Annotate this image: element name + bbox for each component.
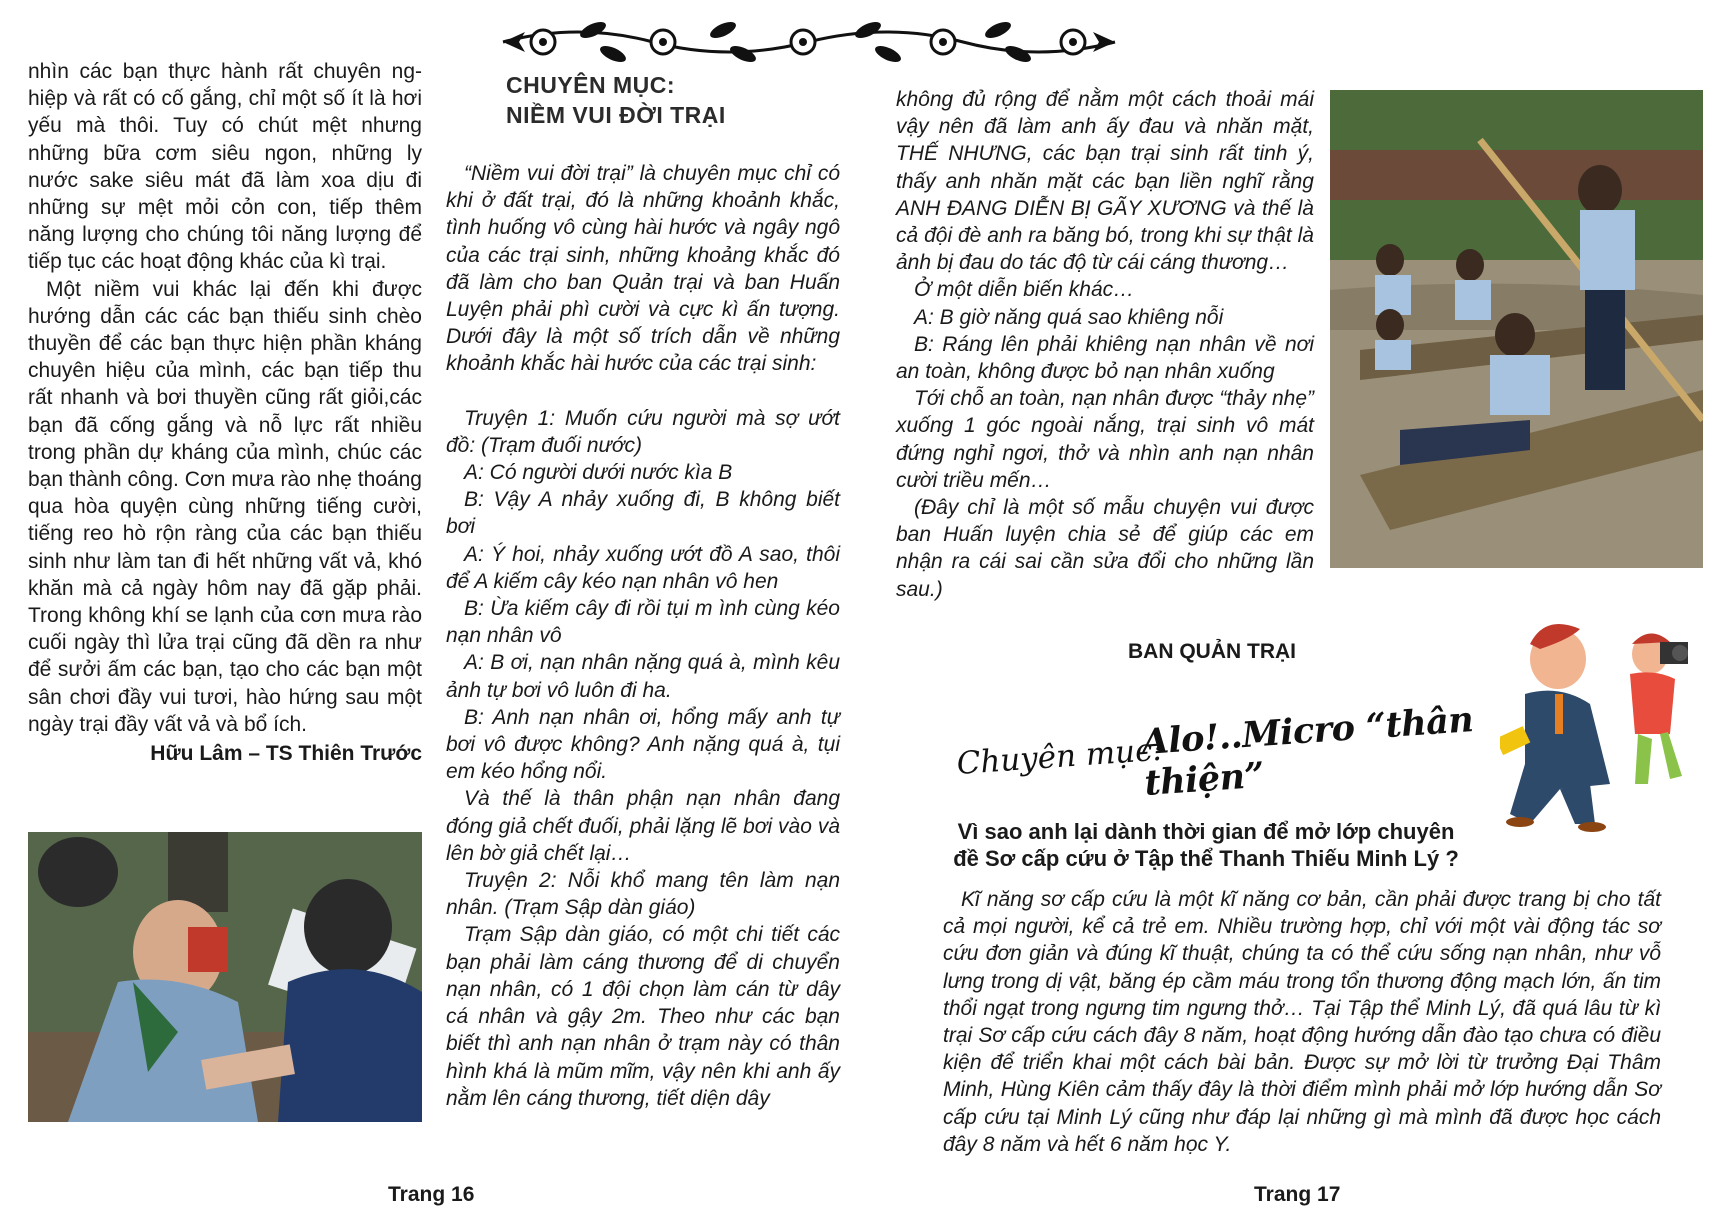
paragraph: Kĩ năng sơ cấp cứu là một kĩ năng cơ bản, cần phải được trang bị cho tất cả mọi người, kể cả trẻ em. Nhiều trường hợp, chỉ với một vài động tác sơ cứu đơn giản và đúng kĩ thuật, chúng ta có thể cứu sống nạn nhân, như vỗ lưng trong dị vật, băng ép cầm máu trong tổn thương động mạch lớn, ấn tim thổi ngạt trong ngưng tim ngưng thở… Tại Tập thể Minh Lý, đã quá lâu từ kì trại Sơ cấp cứu cách đây 8 năm, hoạt động hướng dẫn đào tạo chưa có điều kiện để triển khai một cách bài bản. Được sự mở lời từ trưởng Đại Thâm Minh, Hùng Kiên cảm thấy đây là thời điểm mình phải mở lớp hướng dẫn Sơ cấp cứu tại Minh Lý cũng như đáp lại những gì mà mình đã được học cách đây 8 năm và hết 6 năm học Y.: [943, 888, 1661, 1156]
section-title-alo-micro: [955, 699, 1528, 804]
dialogue-line: B: Ráng lên phải khiêng nạn nhân về nơi an toàn, không được bỏ nạn nhân xuống: [896, 332, 1314, 384]
dialogue-line: A: Ý hoi, nhảy xuống ướt đồ A sao, thôi để A kiếm cây kéo nạn nhân vô hen: [446, 542, 840, 593]
reporter-cameraman-cartoon-icon: [1500, 614, 1700, 834]
signature: BAN QUẢN TRẠI: [1128, 640, 1296, 663]
dialogue-line: B: Ừa kiếm cây đi rồi tụi m ình cùng kéo nạn nhân vô: [446, 597, 840, 648]
spacer: [446, 378, 840, 405]
page-number-16: Trang 16: [388, 1183, 475, 1206]
bamboo-raft-photo: [1330, 90, 1703, 568]
dialogue-line: B: Vậy A nhảy xuống đi, B không biết bơi: [446, 488, 840, 539]
dialogue-line: A: B giờ năng quá sao khiêng nỗi: [914, 305, 1224, 329]
section-label: Chuyên mục:: [955, 731, 1164, 782]
paragraph: Tới chỗ an toàn, nạn nhân được “thảy nhẹ” xuống 1 góc ngoài nắng, trại sinh vô mát đứng nghỉ ngơi, thở và nhìn anh nạn nhân cười triều mến…: [896, 387, 1314, 492]
dialogue-line: A: B ơi, nạn nhân nặng quá à, mình kêu ảnh tự bơi vô luôn đi ha.: [446, 651, 840, 702]
dialogue-line: B: Anh nạn nhân ơi, hổng mấy anh tự bơi vô được không? Anh nặng quá à, tụi em kéo hổng nổi.: [446, 705, 840, 784]
paragraph: (Đây chỉ là một số mẫu chuyện vui được ban Huấn luyện chia sẻ để giúp các em nhận ra cái sai cần sửa đổi cho những lần sau.): [896, 496, 1314, 601]
dialogue-line: A: Có người dưới nước kìa B: [464, 461, 733, 485]
first-aid-practice-photo: [28, 832, 422, 1122]
paragraph: Trạm Sập dàn giáo, có một chi tiết các bạn phải làm cáng thương để di chuyển nạn nhân, có 1 đội chọn làm cán từ dây cá nhân và gậy 2m. Theo như các bạn biết thì anh nạn nhân ở trạm này có thân hình khá là mũm mĩm, vậy nên khi anh ấy nằm lên cáng thương, tiết diện dây: [446, 923, 840, 1110]
section-title: Alo!..Micro “thân thiện”: [1140, 699, 1475, 804]
story-2-title: Truyện 2: Nỗi khổ mang tên làm nạn nhân. (Trạm Sập dàn giáo): [446, 869, 840, 920]
paragraph: Ở một diễn biến khác…: [914, 278, 1135, 302]
section-heading: [506, 70, 726, 130]
paragraph: không đủ rộng để nằm một cách thoải mái vậy nên đã làm anh ấy đau và nhăn mặt, THẾ NHƯNG, các bạn trại sinh rất tinh ý, thấy anh nhăn mặt các bạn liền nghĩ rằng ANH ĐANG DIỄN BỊ GÃY XƯƠNG và thế là cả đội đè anh ra băng bó, trong khi sự thật là ảnh bị đau do tác độ từ cái cáng thương…: [896, 88, 1314, 275]
paragraph: “Niềm vui đời trại” là chuyên mục chỉ có khi ở đất trại, đó là những khoảnh khắc, tình huống vô cùng hài hước và ngây ngô của các trại sinh, những khoảng khắc đó đã làm cho ban Quản trại và ban Huấn Luyện phải phì cười và cực kì ấn tượng. Dưới đây là một số trích dẫn về những khoảnh khắc hài hước của các trại sinh:: [446, 162, 840, 376]
author-credit: Hữu Lâm – TS Thiên Trước: [150, 742, 422, 766]
story-1-title: Truyện 1: Muốn cứu người mà sợ ướt đồ: (Trạm đuối nước): [446, 406, 840, 457]
article-column-2: [446, 160, 840, 1112]
article-column-1: [28, 58, 422, 767]
floral-vine-ornament-icon: [498, 12, 1120, 68]
article-column-3: [896, 86, 1314, 603]
heading-line-2: NIỀM VUI ĐỜI TRẠI: [506, 102, 726, 128]
interview-answer: [943, 886, 1661, 1158]
interview-question: Vì sao anh lại dành thời gian để mở lớp chuyên đề Sơ cấp cứu ở Tập thể Thanh Thiếu Minh Lý ?: [953, 819, 1459, 871]
paragraph: nhìn các bạn thực hành rất chuyên ng-hiệp và rất có cố gắng, chỉ một số ít là hơi yếu mà thôi. Tuy có chút mệt nhưng những bữa cơm siêu ngon, những ly nước sake siêu mát đã làm xoa dịu đi những sự mệt mỏi cỏn con, tiếp thêm năng lượng cho chúng tôi năng lượng để tiếp tục các hoạt động khác của kì trại.: [28, 60, 422, 274]
paragraph: Và thế là thân phận nạn nhân đang đóng giả chết đuối, phải lặng lẽ bơi vào và lên bờ giả chết lại…: [446, 787, 840, 865]
paragraph: Một niềm vui khác lại đến khi được hướng dẫn các các bạn thiếu sinh chèo thuyền để các bạn thực hiện phần kháng chuyên hiệu của mình, các bạn tiếp thu rất nhanh và bơi thuyền cũng rất giỏi,các bạn đã cống gắng và nỗ lực rất nhiều trong phần dự kháng của mình, chúc các bạn thành công. Cơn mưa rào nhẹ thoáng qua hòa quyện cùng những tiếng cười, tiếng reo hò rộn ràng của các bạn thiếu sinh như làm tan đi hết những vất vả, khó khăn mà cả ngày hôm nay đã gặp phải. Trong không khí se lạnh của cơn mưa rào cuối ngày thì lửa trại cũng đã dền ra như để sưởi ấm các bạn, tạo cho các bạn một sân chơi đầy vui tươi, hào hứng sau một ngày trại đầy vất vả và bổ ích.: [28, 277, 422, 736]
heading-line-1: CHUYÊN MỤC:: [506, 72, 676, 98]
page-number-17: Trang 17: [1254, 1183, 1341, 1206]
